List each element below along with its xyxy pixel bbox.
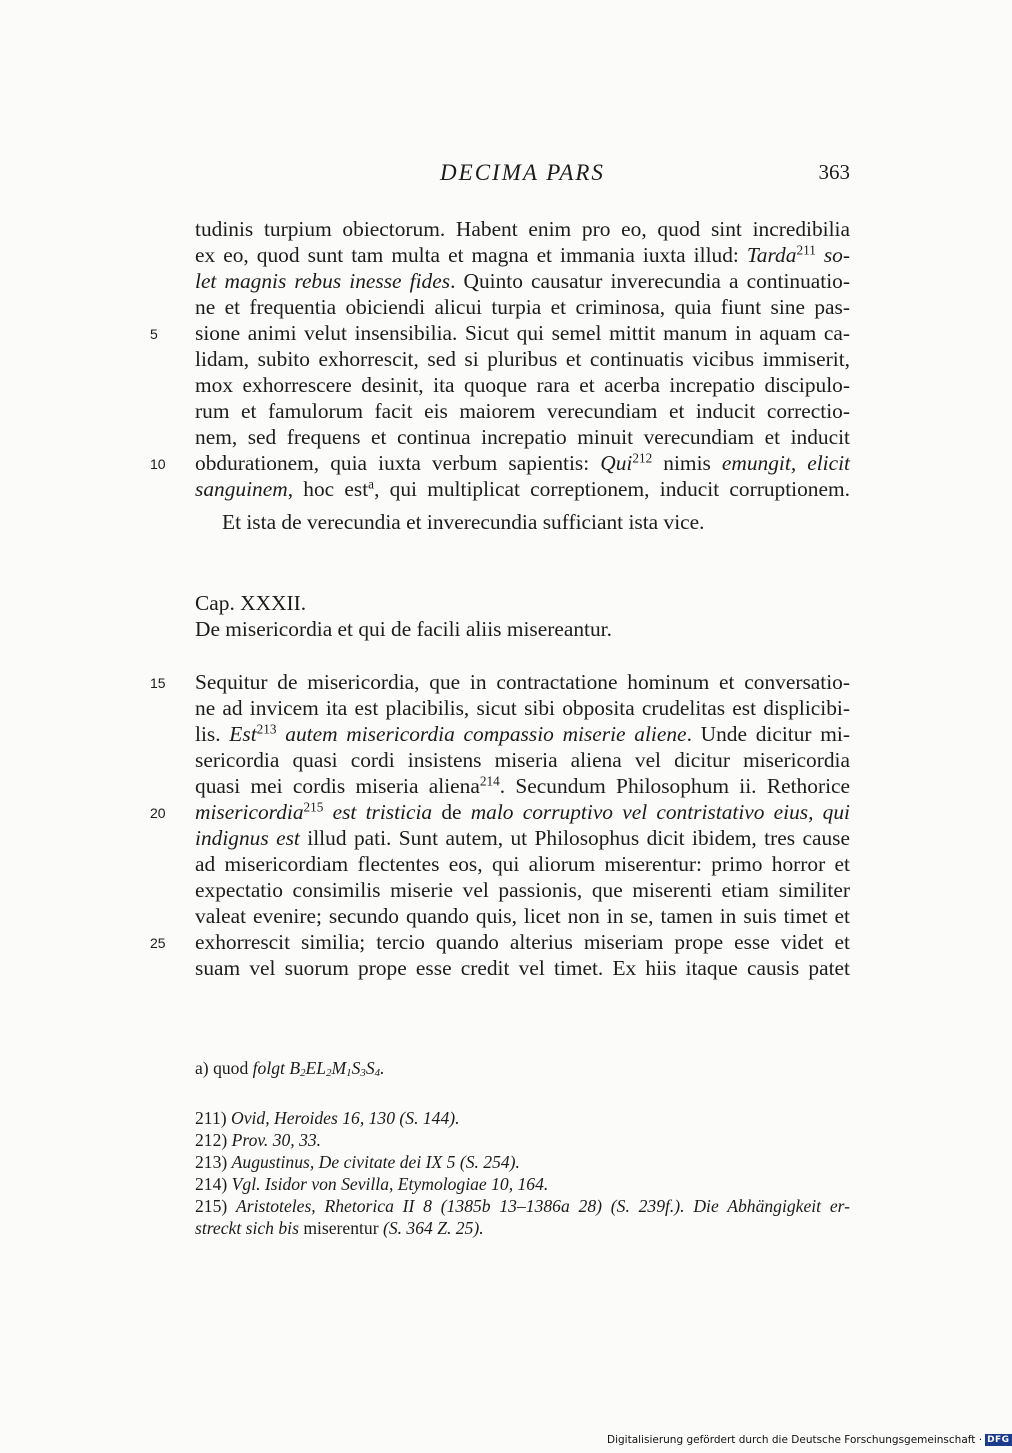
text-line: tudinis turpium obiectorum. Habent enim pro eo, quod sint incredibilia — [195, 217, 850, 241]
text-line: ad misericordiam flectentes eos, qui aliorum miserentur: primo horror et — [195, 852, 850, 876]
line-number: 20 — [150, 805, 166, 821]
text-line: Sequitur de misericordia, que in contractatione hominum et conversatio- — [195, 670, 850, 694]
page-number: 363 — [818, 160, 850, 184]
running-title: DECIMA PARS — [440, 160, 605, 185]
text-line: lidam, subito exhorrescit, sed si pluribus et continuatis vicibus immiserit, — [195, 347, 850, 371]
footnote-215-continued: streckt sich bis miserentur (S. 364 Z. 25). — [195, 1218, 484, 1238]
text-line: sione animi velut insensibilia. Sicut qui semel mittit manum in aquam ca- — [195, 321, 850, 345]
credit-text: Digitalisierung gefördert durch die Deutsche Forschungsgemeinschaft · — [607, 1434, 983, 1446]
line-number: 15 — [150, 675, 166, 691]
chapter-heading: Cap. XXXII. — [195, 591, 307, 615]
footnote-215: 215) Aristoteles, Rhetorica II 8 (1385b 13–1386a 28) (S. 239f.). Die Abhängigkeit er- — [195, 1196, 850, 1216]
footnote-ref: 215 — [303, 799, 324, 815]
text-line: sanguinem, hoc est$^a$, qui multiplicat correptionem, inducit corruptionem. — [195, 476, 850, 501]
text-line: exhorrescit similia; tercio quando alterius miseriam prope esse videt et — [195, 930, 850, 954]
apparatus-note: a) quod folgt $B_2EL_2M_1S_3S_4$. — [195, 1058, 385, 1080]
text-line: rum et famulorum facit eis maiorem verecundiam et inducit correctio- — [195, 399, 850, 423]
text-line: indignus est illud pati. Sunt autem, ut Philosophus dicit ibidem, tres cause — [195, 826, 850, 850]
digitization-credit — [607, 1432, 1012, 1448]
footnote-ref: 213 — [256, 721, 277, 737]
line-number: 5 — [150, 326, 158, 342]
footnote-ref: 214 — [479, 773, 500, 789]
text-line: misericordia$^{215}$ est tristicia de malo corruptivo vel contristativo eius, qui — [195, 799, 850, 824]
text-line: obdurationem, quia iuxta verbum sapientis: Qui$^{212}$ nimis emungit, elicit — [195, 450, 850, 475]
dfg-logo: DFG — [987, 1435, 1010, 1445]
footnote-ref: 211 — [796, 242, 816, 258]
text-line: valeat evenire; secundo quando quis, licet non in se, tamen in suis timet et — [195, 904, 850, 928]
footnote-213: 213) Augustinus, De civitate dei IX 5 (S. 254). — [195, 1152, 520, 1172]
footnote-214: 214) Vgl. Isidor von Sevilla, Etymologiae 10, 164. — [195, 1174, 549, 1194]
footnote-ref: 212 — [632, 450, 653, 466]
text-line: ne et frequentia obiciendi alicui turpia et criminosa, quia fiunt sine pas- — [195, 295, 850, 319]
page-header — [195, 160, 850, 196]
line-number: 25 — [150, 935, 166, 951]
text-line: ne ad invicem ita est placibilis, sicut sibi obposita crudelitas est displicibi- — [195, 696, 850, 720]
chapter-title: De misericordia et qui de facili aliis misereantur. — [195, 617, 612, 641]
footnote-211: 211) Ovid, Heroides 16, 130 (S. 144). — [195, 1108, 460, 1128]
text-line: let magnis rebus inesse fides. Quinto causatur inverecundia a continuatio- — [195, 269, 850, 293]
text-line: Et ista de verecundia et inverecundia sufficiant ista vice. — [222, 510, 705, 534]
text-line: expectatio consimilis miserie vel passionis, que miserenti etiam similiter — [195, 878, 850, 902]
text-line: suam vel suorum prope esse credit vel timet. Ex hiis itaque causis patet — [195, 956, 850, 980]
text-line: ex eo, quod sunt tam multa et magna et immania iuxta illud: Tarda$^{211}$ so- — [195, 242, 850, 267]
footnote-212: 212) Prov. 30, 33. — [195, 1130, 322, 1150]
apparatus-ref: a — [368, 476, 375, 492]
text-line: nem, sed frequens et continua increpatio minuit verecundiam et inducit — [195, 425, 850, 449]
text-line: quasi mei cordis miseria aliena$^{214}$. Secundum Philosophum ii. Rethorice — [195, 773, 851, 798]
line-number: 10 — [150, 456, 166, 472]
text-line: mox exhorrescere desinit, ita quoque rara et acerba increpatio discipulo- — [195, 373, 850, 397]
text-line: lis. Est$^{213}$ autem misericordia compassio miserie aliene. Unde dicitur mi- — [195, 721, 850, 746]
text-line: sericordia quasi cordi insistens miseria aliena vel dicitur misericordia — [195, 748, 850, 772]
